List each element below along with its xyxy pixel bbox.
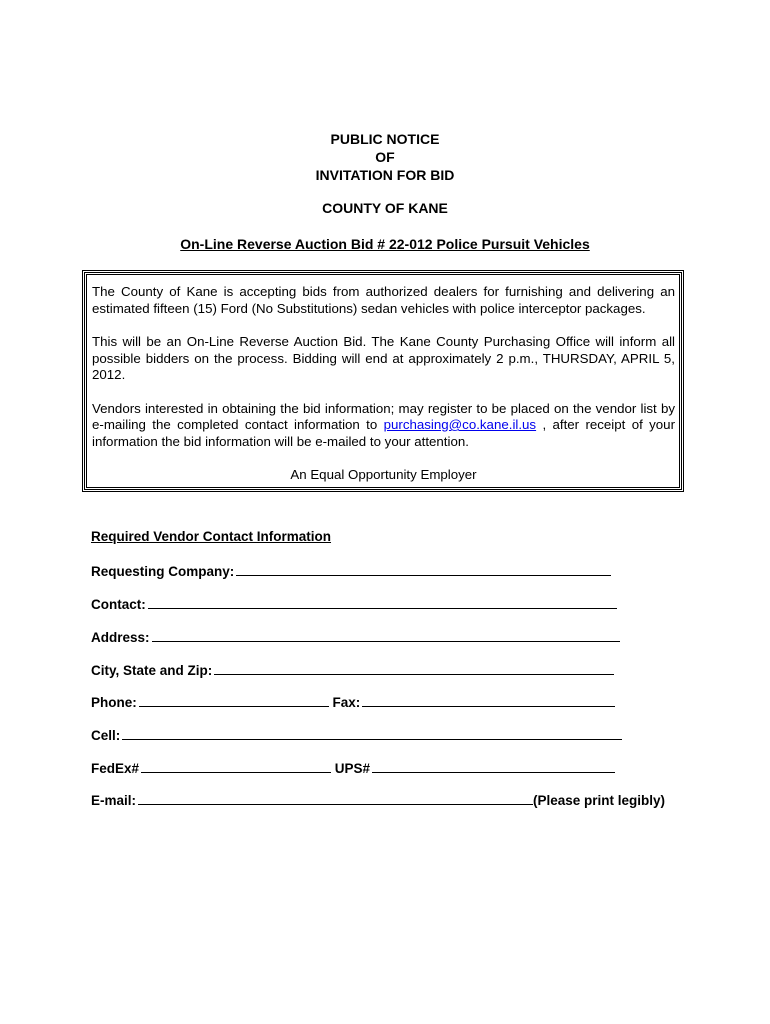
county-name: COUNTY OF KANE	[322, 200, 448, 216]
address-label: Address:	[91, 630, 150, 645]
contact-label: Contact:	[91, 597, 146, 612]
fax-label: Fax:	[332, 695, 361, 710]
city-state-zip-row	[91, 662, 614, 678]
phone-fax-row	[91, 694, 615, 710]
cell-row	[91, 727, 622, 743]
title-line-1: PUBLIC NOTICE	[330, 131, 440, 147]
city-state-zip-field[interactable]	[214, 662, 614, 675]
fedex-label: FedEx#	[91, 761, 140, 776]
fax-field[interactable]	[362, 694, 615, 707]
fedex-ups-row	[91, 760, 615, 776]
purchasing-email-link[interactable]: purchasing@co.kane.il.us	[383, 417, 537, 432]
notice-paragraph-1: The County of Kane is accepting bids from authorized dealers for furnishing and delivering an estimated fifteen (15) Ford (No Substitutions) sedan vehicles with police interceptor packages.	[92, 284, 675, 316]
address-field[interactable]	[152, 629, 620, 642]
cell-label: Cell:	[91, 728, 121, 743]
cell-field[interactable]	[122, 727, 622, 740]
notice-box-inner	[86, 274, 680, 488]
address-row	[91, 629, 620, 645]
requesting-company-label: Requesting Company:	[91, 564, 235, 579]
email-label: E-mail:	[91, 793, 137, 808]
requesting-company-field[interactable]	[236, 563, 611, 576]
requesting-company-row	[91, 563, 611, 579]
notice-paragraph-2: This will be an On-Line Reverse Auction Bid. The Kane County Purchasing Office will inform all possible bidders on the process. Bidding will end at approximately 2 p.m., THURSDAY, APRIL 5, 2012.	[92, 334, 675, 382]
notice-paragraph-3	[92, 401, 675, 451]
email-field[interactable]	[138, 792, 533, 805]
phone-field[interactable]	[139, 694, 329, 707]
email-row	[91, 792, 665, 808]
phone-label: Phone:	[91, 695, 137, 710]
contact-row	[91, 596, 617, 612]
title-line-3: INVITATION FOR BID	[315, 167, 455, 183]
print-legibly-note: (Please print legibly)	[533, 793, 666, 808]
city-state-zip-label: City, State and Zip:	[91, 663, 213, 678]
auction-title: On-Line Reverse Auction Bid # 22-012 Police Pursuit Vehicles	[180, 236, 590, 252]
title-line-2: OF	[375, 149, 395, 165]
notice-box	[82, 270, 684, 492]
notice-title	[0, 130, 770, 184]
equal-opportunity-statement: An Equal Opportunity Employer	[290, 467, 477, 482]
ups-field[interactable]	[372, 760, 615, 773]
notice-paragraph-3-text-b: , after receipt of your information the bid information will be e-mailed to your attention.	[92, 417, 676, 449]
notice-paragraph-3-text-a: Vendors interested in obtaining the bid information; may register to be placed on the vendor list by e-mailing the completed contact information to	[92, 400, 675, 432]
contact-field[interactable]	[148, 596, 617, 609]
vendor-form-heading: Required Vendor Contact Information	[91, 529, 332, 544]
ups-label: UPS#	[334, 761, 371, 776]
fedex-field[interactable]	[141, 760, 331, 773]
